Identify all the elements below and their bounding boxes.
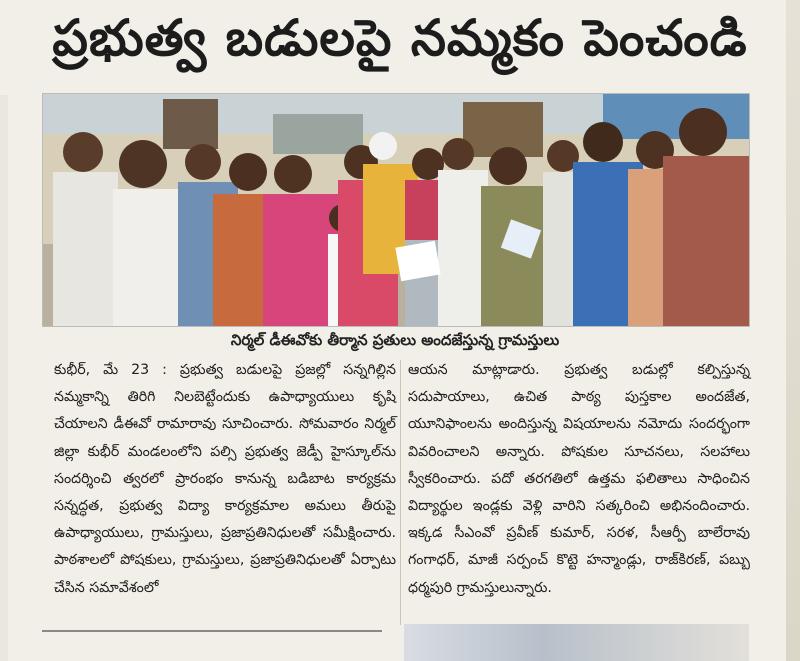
column-divider — [400, 360, 401, 625]
page-right-margin — [786, 0, 800, 661]
article-column-left: కుభీర్, మే 23 : ప్రభుత్వ బడులపై ప్రజల్లో సన్నగిల్లిన నమ్మకాన్ని తిరిగి నిలబెట్టేందుకు ఉపాధ్యాయులు కృషి చేయాలని డీఈవో రామారావు సూచించారు. సోమవారం నిర్మల్ జిల్లా కుభీర్ మండలంలోని పల్సి ప్రభుత్వ జెడ్పీ హైస్కూల్‌ను సందర్శించి త్వరలో ప్రారంభం కానున్న బడిబాట కార్యక్రమ సన్నద్ధత, ప్రభుత్వ విద్యా కార్యక్రమాల అమలు తీరుపై ఉపాధ్యాయులు, గ్రామస్తులు, ప్రజాప్రతినిధులతో సమీక్షించారు. పాఠశాలలో పోషకులు, గ్రామస్తులు, ప్రజాప్రతినిధులతో ఏర్పాటు చేసిన సమావేశంలో — [54, 362, 396, 596]
page-left-margin — [0, 95, 8, 661]
article-column-right: ఆయన మాట్లాడారు. ప్రభుత్వ బడుల్లో కల్పిస్తున్న సదుపాయాలు, ఉచిత పాఠ్య పుస్తకాల అందజేత, యూనిఫాంలను అందిస్తున్న విషయాలను నమోదు సందర్భంగా వివరించాలని అన్నారు. పోషకుల సూచనలు, సలహాలు స్వీకరించారు. పదో తరగతిలో ఉత్తమ ఫలితాలు సాధించిన విద్యార్థుల ఇండ్లకు వెళ్లి వారిని సత్కరించి అభినందించారు. ఇక్కడ సీఎంవో ప్రవీణ్ కుమార్, సరళ, సీఆర్పీ బాలేరావు గంగాధర్, మాజీ సర్పంచ్ కొట్టె హన్మాండ్లు, రాజ్‌కిరణ్, పబ్బు ధర్మపురి గ్రామస్తులున్నారు. — [408, 362, 750, 596]
next-article-photo-edge — [404, 624, 749, 661]
bottom-rule — [42, 630, 382, 632]
headline: ప్రభుత్వ బడులపై నమ్మకం పెంచండి — [52, 8, 748, 67]
photo-caption: నిర్మల్ డీఈవోకు తీర్మాన ప్రతులు అందజేస్తున్న గ్రామస్తులు — [230, 331, 560, 349]
group-photo-illustration — [43, 94, 749, 326]
news-photo — [42, 93, 750, 327]
